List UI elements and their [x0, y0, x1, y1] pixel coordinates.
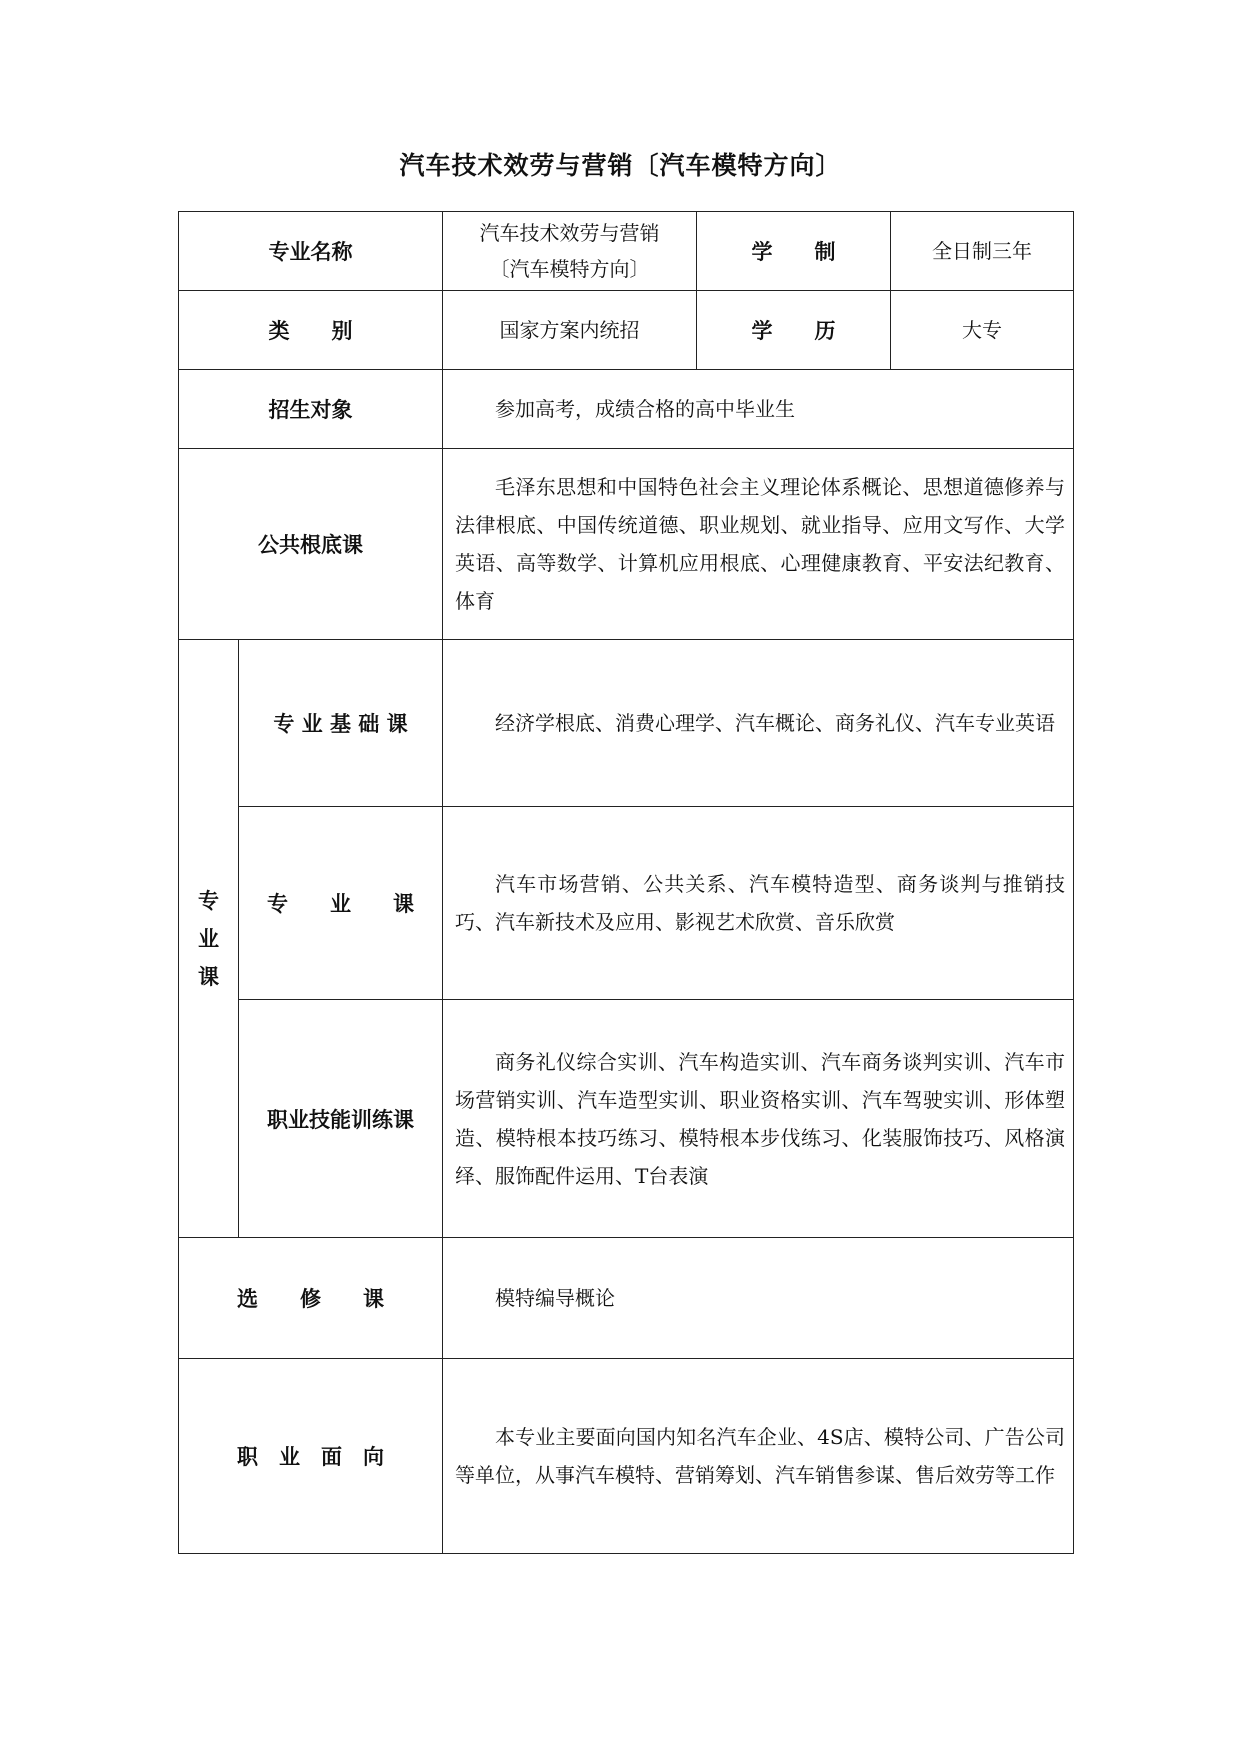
public-courses-value: 毛泽东思想和中国特色社会主义理论体系概论、思想道德修养与法律根底、中国传统道德、职业规划、就业指导、应用文写作、大学英语、高等数学、计算机应用根底、心理健康教育、平安法纪教育、体育	[443, 449, 1074, 640]
career-label: 职 业 面 向	[179, 1359, 443, 1554]
row-elective-courses	[179, 1238, 1074, 1359]
row-public-courses	[179, 449, 1074, 640]
row-career	[179, 1359, 1074, 1554]
major-name-line2: 〔汽车模特方向〕	[489, 257, 650, 281]
elective-courses-value: 模特编导概论	[443, 1238, 1074, 1359]
major-name-line1: 汽车技术效劳与营销	[479, 221, 660, 245]
foundation-courses-value: 经济学根底、消费心理学、汽车概论、商务礼仪、汽车专业英语	[443, 640, 1074, 807]
row-core-courses	[179, 807, 1074, 1000]
career-value: 本专业主要面向国内知名汽车企业、4S店、模特公司、广告公司等单位，从事汽车模特、营销筹划、汽车销售参谋、售后效劳等工作	[443, 1359, 1074, 1554]
education-value: 大专	[891, 291, 1074, 370]
row-category	[179, 291, 1074, 370]
row-enrollment	[179, 370, 1074, 449]
professional-courses-group-label	[179, 640, 239, 1238]
row-foundation-courses	[179, 640, 1074, 807]
page-title: 汽车技术效劳与营销〔汽车模特方向〕	[399, 151, 842, 180]
core-courses-value: 汽车市场营销、公共关系、汽车模特造型、商务谈判与推销技巧、汽车新技术及应用、影视艺术欣赏、音乐欣赏	[443, 807, 1074, 1000]
core-courses-label: 专 业 课	[239, 807, 443, 1000]
program-spec-table	[178, 211, 1074, 1554]
category-value: 国家方案内统招	[443, 291, 697, 370]
foundation-courses-label: 专 业 基 础 课	[239, 640, 443, 807]
group-char-2: 业	[198, 926, 219, 951]
enrollment-label: 招生对象	[179, 370, 443, 449]
skills-courses-value: 商务礼仪综合实训、汽车构造实训、汽车商务谈判实训、汽车市场营销实训、汽车造型实训、职业资格实训、汽车驾驶实训、形体塑造、模特根本技巧练习、模特根本步伐练习、化装服饰技巧、风格演绎、服饰配件运用、T台表演	[443, 1000, 1074, 1238]
duration-value: 全日制三年	[891, 212, 1074, 291]
elective-courses-label: 选 修 课	[179, 1238, 443, 1359]
row-major-name	[179, 212, 1074, 291]
row-skills-courses	[179, 1000, 1074, 1238]
group-char-1: 专	[198, 888, 219, 913]
enrollment-value: 参加高考，成绩合格的高中毕业生	[443, 370, 1074, 449]
public-courses-label: 公共根底课	[179, 449, 443, 640]
group-char-3: 课	[198, 964, 219, 989]
major-name-value	[443, 212, 697, 291]
category-label: 类 别	[179, 291, 443, 370]
major-name-label: 专业名称	[179, 212, 443, 291]
skills-courses-label: 职业技能训练课	[239, 1000, 443, 1238]
duration-label: 学 制	[697, 212, 891, 291]
education-label: 学 历	[697, 291, 891, 370]
